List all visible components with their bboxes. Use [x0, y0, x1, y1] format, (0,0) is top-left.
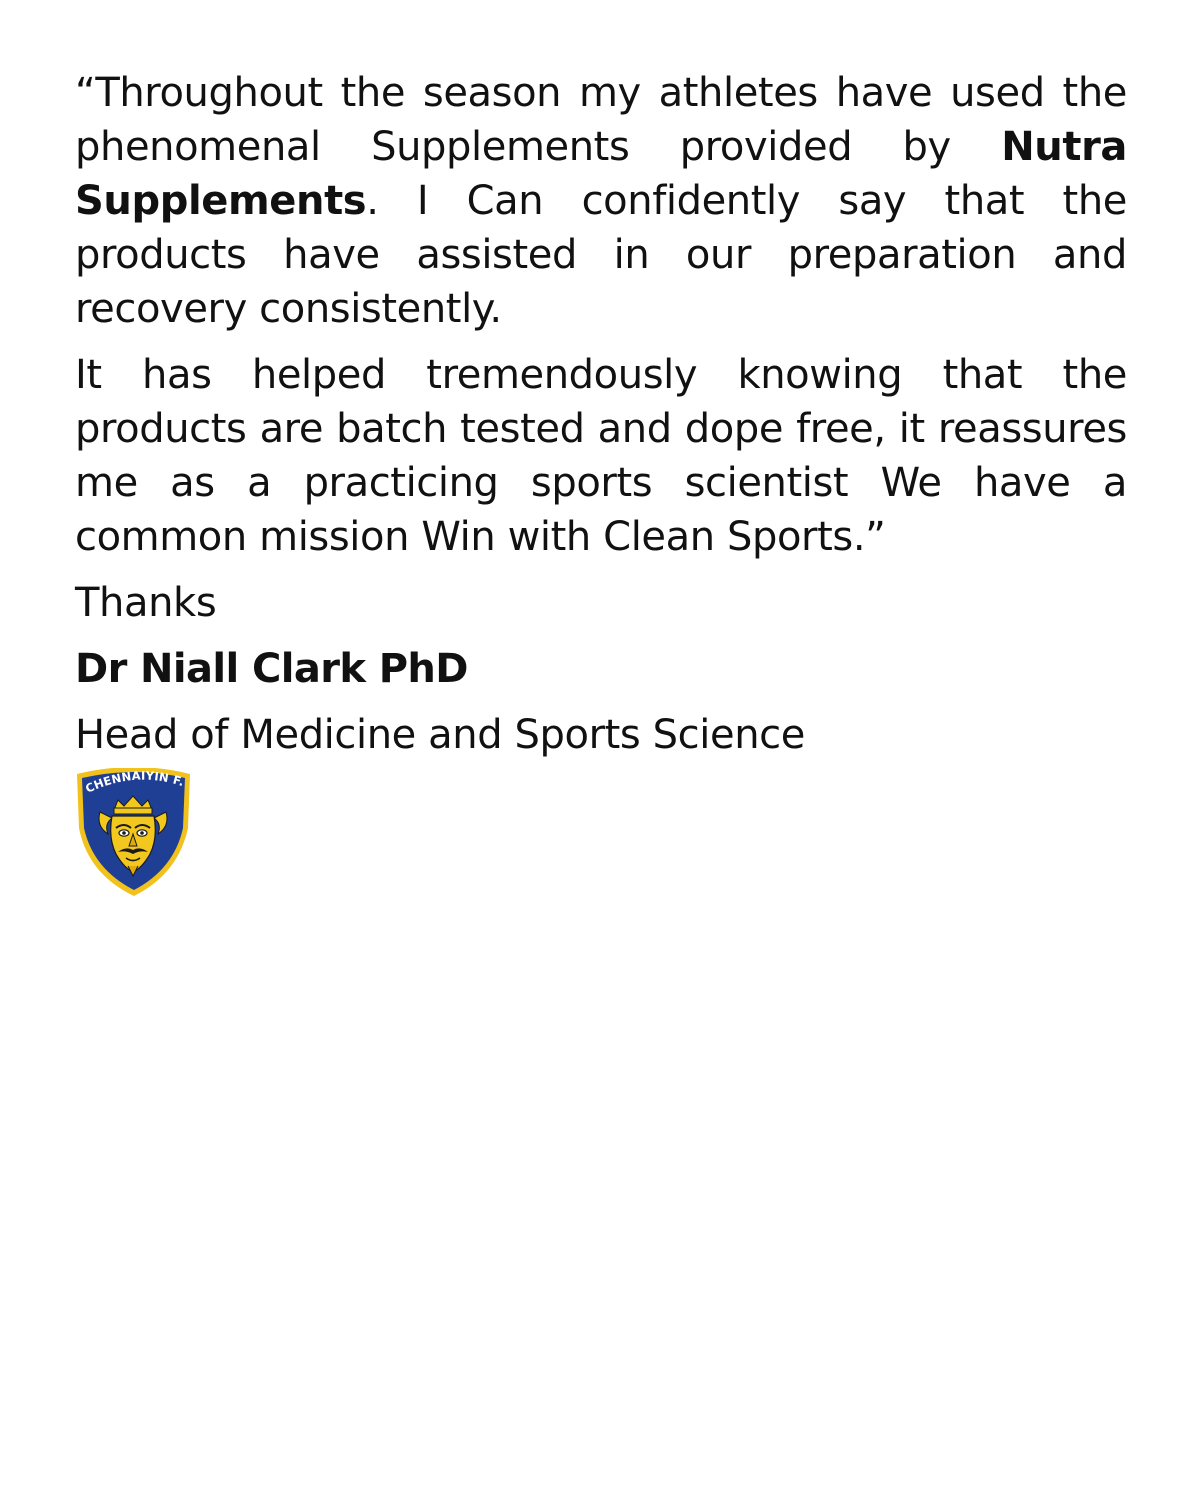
signatory-title: Head of Medicine and Sports Science [75, 712, 805, 758]
club-crest-icon [74, 768, 192, 898]
testimonial-paragraph-1 [75, 66, 1127, 336]
svg-text:CHENNAIYIN F.C.: CHENNAIYIN F. [83, 768, 187, 796]
signatory-name: Dr Niall Clark PhD [75, 646, 468, 692]
closing-thanks: Thanks [75, 580, 217, 626]
paragraph-1-intro: “Throughout the season my athletes have used the phenomenal Supplements provided by [75, 70, 1127, 170]
testimonial-letter [75, 66, 1127, 762]
paragraph-1-rest: . I Can confidently say that the products have assisted in our preparation and recovery consistently. [75, 178, 1127, 332]
brand-name: Nutra Supplements [75, 124, 1127, 224]
testimonial-paragraph-2: It has helped tremendously knowing that the products are batch tested and dope free, it reassures me as a practicing sports scientist We have a common mission Win with Clean Sports.” [75, 352, 1127, 560]
